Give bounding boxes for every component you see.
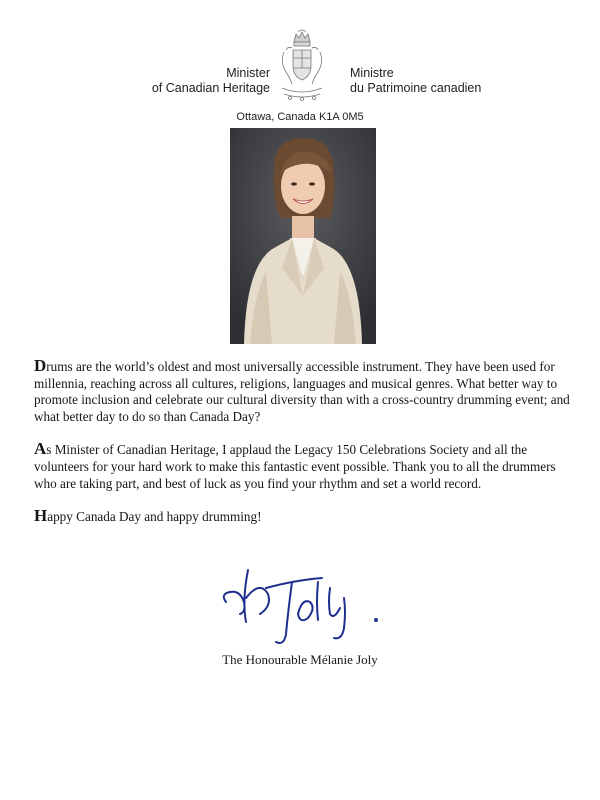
minister-title-french [350, 66, 481, 96]
paragraph-minister [34, 441, 574, 492]
minister-en-line-2: of Canadian Heritage [151, 81, 270, 95]
handwritten-signature [218, 558, 396, 654]
paragraph-text: rums are the world’s oldest and most universally accessible instrument. They have been used for millennia, reaching across all cultures, religions, languages and musical genres. What better way to promote inclusion and celebrate our cultural diversity than with a cross-country drumming event; and what better day to do so than Canada Day? [34, 359, 570, 424]
paragraph-text: appy Canada Day and happy drumming! [47, 509, 262, 525]
minister-fr-line-2: du Patrimoine canadien [350, 81, 482, 95]
letter-body [34, 358, 574, 542]
portrait-illustration [230, 128, 376, 344]
signatory-name: The Honourable Mélanie Joly [222, 652, 378, 667]
paragraph-drums [34, 358, 574, 425]
minister-portrait [230, 128, 376, 344]
paragraph-text: s Minister of Canadian Heritage, I applaud the Legacy 150 Celebrations Society and all the volunteers for your hard work to make this fantastic event possible. Thank you to all the drummers who are taking part, and best of luck as you find your rhythm and set a world record. [34, 442, 556, 491]
letterhead [0, 0, 600, 130]
minister-title-english [152, 66, 270, 96]
office-address: Ottawa, Canada K1A 0M5 [236, 111, 364, 123]
coat-of-arms-icon [276, 28, 328, 102]
paragraph-initial: H [34, 506, 48, 526]
paragraph-initial: D [34, 356, 47, 375]
paragraph-initial: A [34, 439, 47, 459]
minister-en-line-1: Minister [226, 66, 270, 80]
minister-fr-line-1: Ministre [350, 66, 394, 80]
paragraph-closing [34, 508, 574, 526]
